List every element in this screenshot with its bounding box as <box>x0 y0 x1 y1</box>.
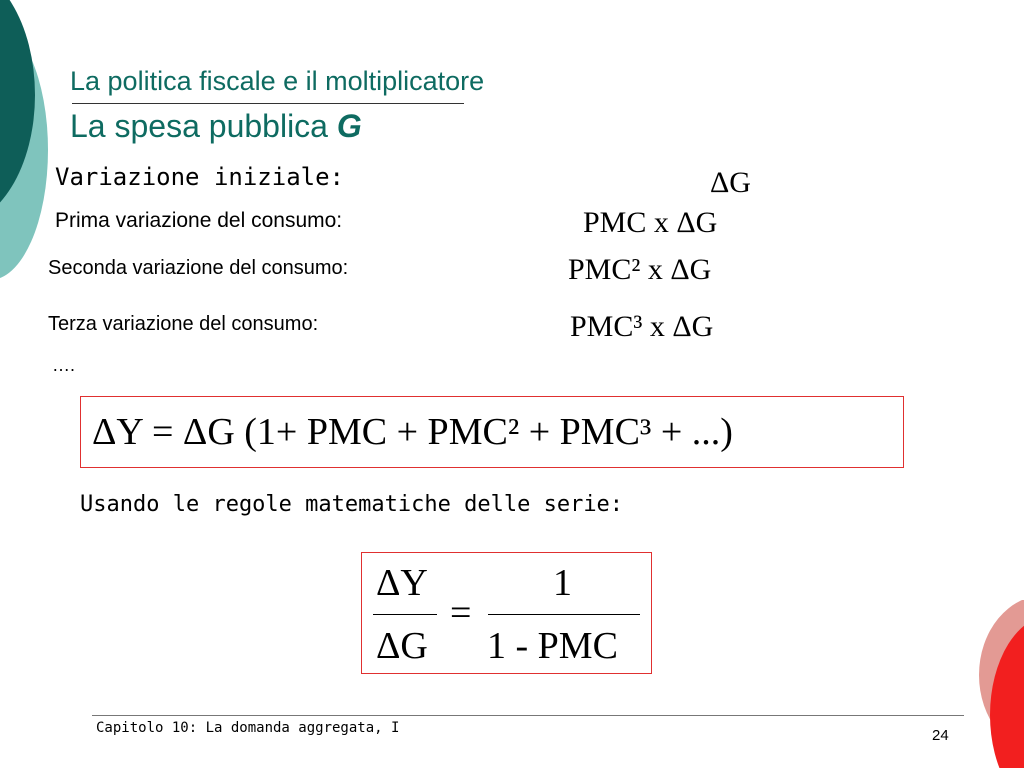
equals-sign: = <box>450 592 472 634</box>
lhs-fraction-bar <box>373 614 437 615</box>
subtitle-text: La spesa pubblica <box>70 108 328 144</box>
page-number: 24 <box>932 727 949 744</box>
subtitle-symbol: G <box>336 108 362 144</box>
formula-second: PMC² x ΔG <box>568 253 712 286</box>
ellipsis-text: …. <box>52 355 76 375</box>
main-equation: ΔY = ΔG (1+ PMC + PMC² + PMC³ + ...) <box>92 411 733 453</box>
lhs-denominator: ΔG <box>376 625 428 667</box>
footer-chapter: Capitolo 10: La domanda aggregata, I <box>96 720 400 736</box>
rhs-fraction-bar <box>488 614 640 615</box>
slide-subtitle <box>70 108 362 145</box>
title-divider <box>72 103 464 104</box>
row-label-third: Terza variazione del consumo: <box>48 313 319 335</box>
row-label-initial: Variazione iniziale: <box>55 163 344 191</box>
rhs-denominator: 1 - PMC <box>487 625 618 667</box>
rhs-numerator: 1 <box>553 562 572 604</box>
right-decoration <box>960 600 1024 768</box>
formula-initial: ΔG <box>710 166 751 199</box>
row-label-second: Seconda variazione del consumo: <box>48 257 349 279</box>
lhs-numerator: ΔY <box>376 562 428 604</box>
series-text: Usando le regole matematiche delle serie: <box>80 492 624 517</box>
formula-third: PMC³ x ΔG <box>570 310 714 343</box>
footer-divider <box>92 715 964 716</box>
row-label-first: Prima variazione del consumo: <box>55 209 343 232</box>
slide-title: La politica fiscale e il moltiplicatore <box>70 66 485 96</box>
formula-first: PMC x ΔG <box>583 206 718 239</box>
left-decoration <box>0 0 80 290</box>
